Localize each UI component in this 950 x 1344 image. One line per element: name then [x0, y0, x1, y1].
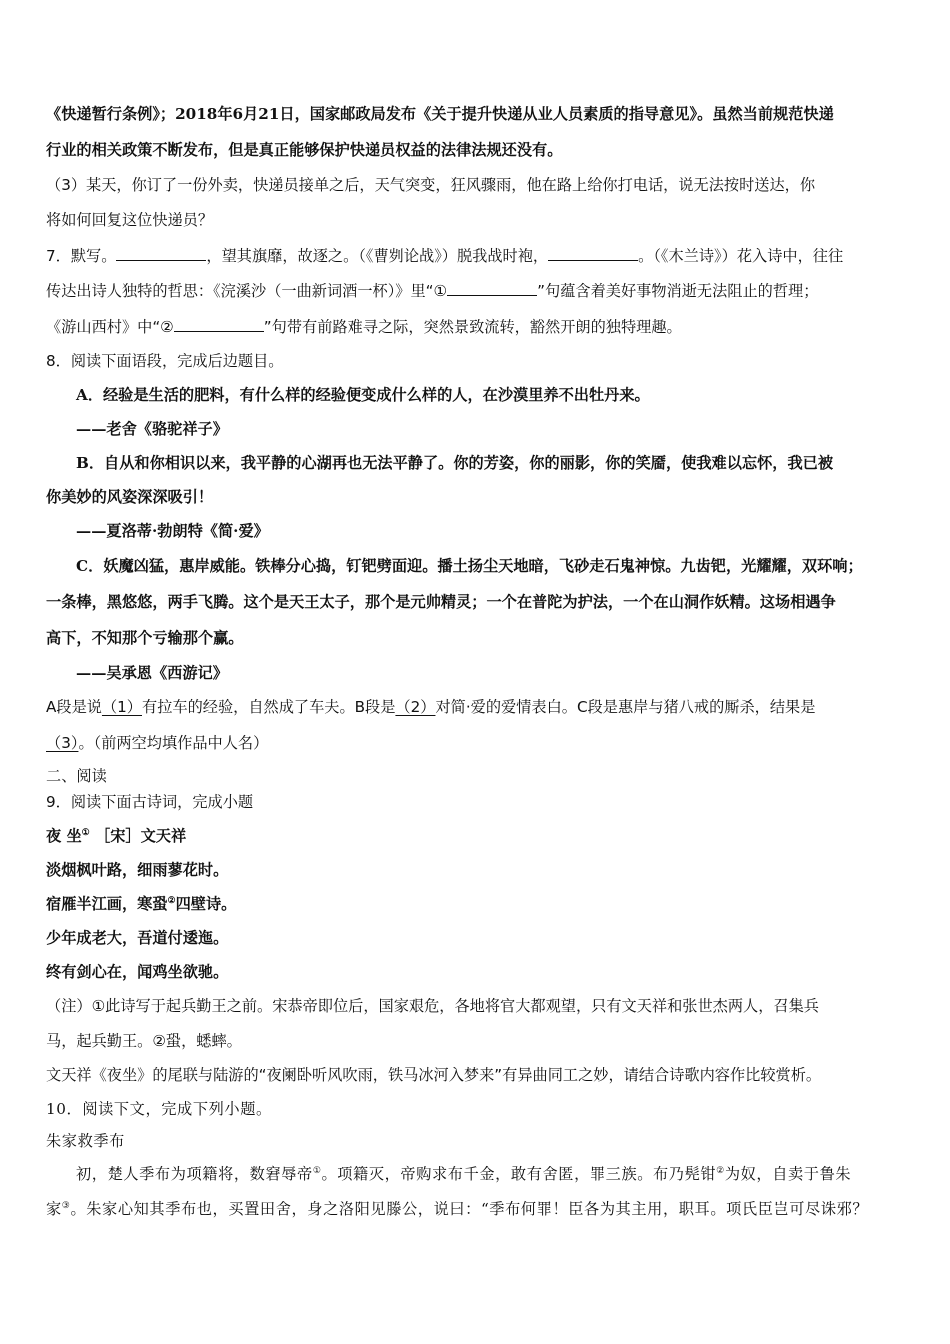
- passage-c-source: ——吴承恩《西游记》: [76, 664, 228, 682]
- passage-c: C．妖魔凶猛，惠岸威能。铁棒分心捣，钉钯劈面迎。播土扬尘天地暗，飞砂走石鬼神惊。九齿钯，光耀耀，双环响；: [76, 557, 863, 575]
- text-span: ，望其旗靡，故逐之。（《曹刿论战》）脱我战时袍，: [206, 247, 549, 265]
- answer-blank-2[interactable]: （2）: [395, 698, 436, 716]
- text-span: 7．默写。: [46, 247, 117, 265]
- text-line: 行业的相关政策不断发布，但是真正能够保护快递员权益的法律法规还没有。: [46, 141, 563, 159]
- question-7-line: [46, 316, 682, 337]
- fill-blank[interactable]: [548, 245, 638, 261]
- fill-blank[interactable]: [174, 316, 264, 332]
- passage-b: B．自从和你相识以来，我平静的心湖再也无法平静了。你的芳姿，你的丽影，你的笑靥，使我难以忘怀，我已被: [76, 454, 834, 472]
- passage-b-source: ——夏洛蒂·勃朗特《简·爱》: [76, 522, 269, 540]
- text-line: 将如何回复这位快递员？: [46, 211, 214, 229]
- note-mark: ②: [167, 895, 176, 906]
- article-title: 朱家救季布: [46, 1132, 125, 1150]
- question-9-heading: 9．阅读下面古诗词，完成小题: [46, 793, 254, 811]
- text-span: 。（前两空均填作品中人名）: [78, 734, 269, 752]
- poem-title-line: [46, 826, 186, 846]
- passage-a-source: ——老舍《骆驼祥子》: [76, 420, 228, 438]
- text-span: 《游山西村》中“②: [46, 318, 174, 336]
- poem-note: 马，起兵勤王。②蛩，蟋蟀。: [46, 1032, 242, 1050]
- poem-line: 终有剑心在，闻鸡坐欲驰。: [46, 963, 229, 981]
- note-mark: ③: [61, 1200, 71, 1211]
- note-mark: ②: [716, 1165, 725, 1176]
- text-span: 家: [46, 1200, 62, 1218]
- section-heading: 二、阅读: [46, 767, 107, 785]
- answer-blank-1[interactable]: （1）: [101, 698, 142, 716]
- text-span: 有拉车的经验，自然成了车夫。B段是: [142, 698, 396, 716]
- text-span: 对简·爱的爱情表白。C段是惠岸与猪八戒的厮杀，结果是: [435, 698, 816, 716]
- question-8-heading: 8．阅读下面语段，完成后边题目。: [46, 352, 284, 370]
- poem-title: 夜 坐: [46, 827, 82, 845]
- passage-c: 高下，不知那个亏输那个赢。: [46, 629, 244, 647]
- text-span: 四壁诗。: [175, 895, 237, 913]
- fill-blank[interactable]: [447, 280, 537, 296]
- text-span: 。朱家心知其季布也，买置田舍，身之洛阳见滕公，说曰：“季布何罪！臣各为其主用，职耳。项氏臣岂可尽诛邪？: [70, 1200, 869, 1218]
- article-paragraph: [46, 1199, 868, 1219]
- poem-line: [46, 894, 236, 914]
- poem-line: 少年成老大，吾道付逶迤。: [46, 929, 229, 947]
- fill-blank[interactable]: [116, 245, 206, 261]
- poem-line: 淡烟枫叶路，细雨蓼花时。: [46, 861, 229, 879]
- passage-a: A．经验是生活的肥料，有什么样的经验便变成什么样的人，在沙漠里养不出牡丹来。: [76, 386, 650, 404]
- text-span: 传达出诗人独特的哲思：《浣溪沙（一曲新词酒一杯）》里“①: [46, 282, 448, 300]
- note-mark: ①: [81, 827, 90, 838]
- question-8-answer-line: [46, 697, 815, 717]
- passage-b: 你美妙的风姿深深吸引！: [46, 488, 214, 506]
- text-span: 。项籍灭，帝购求布千金，敢有舍匿，罪三族。布乃髡钳: [321, 1165, 717, 1183]
- text-span: ”句带有前路难寻之际，突然景致流转，豁然开朗的独特理趣。: [263, 318, 682, 336]
- question-9-task: 文天祥《夜坐》的尾联与陆游的“夜阑卧听风吹雨，铁马冰河入梦来”有异曲同工之妙，请结合诗歌内容作比较赏析。: [46, 1066, 822, 1084]
- text-line: 《快递暂行条例》；2018年6月21日，国家邮政局发布《关于提升快递从业人员素质的指导意见》。虽然当前规范快递: [46, 105, 834, 123]
- question-7-line: [46, 245, 843, 266]
- question-10-heading: 10．阅读下文，完成下列小题。: [46, 1100, 272, 1118]
- answer-blank-3[interactable]: （3）: [46, 734, 79, 752]
- text-span: 宿雁半江画，寒蛩: [46, 895, 168, 913]
- note-mark: ①: [312, 1165, 322, 1176]
- poem-note: （注）①此诗写于起兵勤王之前。宋恭帝即位后，国家艰危，各地将官大都观望，只有文天祥和张世杰两人，召集兵: [46, 997, 819, 1015]
- text-span: 初，楚人季布为项籍将，数窘辱帝: [76, 1165, 313, 1183]
- poem-author: ［宋］文天祥: [89, 827, 187, 845]
- text-span: A段是说: [46, 698, 102, 716]
- question-7-line: [46, 280, 818, 301]
- text-span: ”句蕴含着美好事物消逝无法阻止的哲理；: [537, 282, 819, 300]
- article-paragraph: [76, 1164, 851, 1184]
- text-span: 为奴，自卖于鲁朱: [724, 1165, 852, 1183]
- passage-c: 一条棒，黑悠悠，两手飞腾。这个是天王太子，那个是元帅精灵；一个在普陀为护法，一个在山洞作妖精。这场相遇争: [46, 593, 836, 611]
- text-span: 。（《木兰诗》）花入诗中，往往: [638, 247, 844, 265]
- text-line: （3）某天，你订了一份外卖，快递员接单之后，天气突变，狂风骤雨，他在路上给你打电话，说无法按时送达，你: [46, 176, 816, 194]
- question-8-answer-line: [46, 733, 268, 753]
